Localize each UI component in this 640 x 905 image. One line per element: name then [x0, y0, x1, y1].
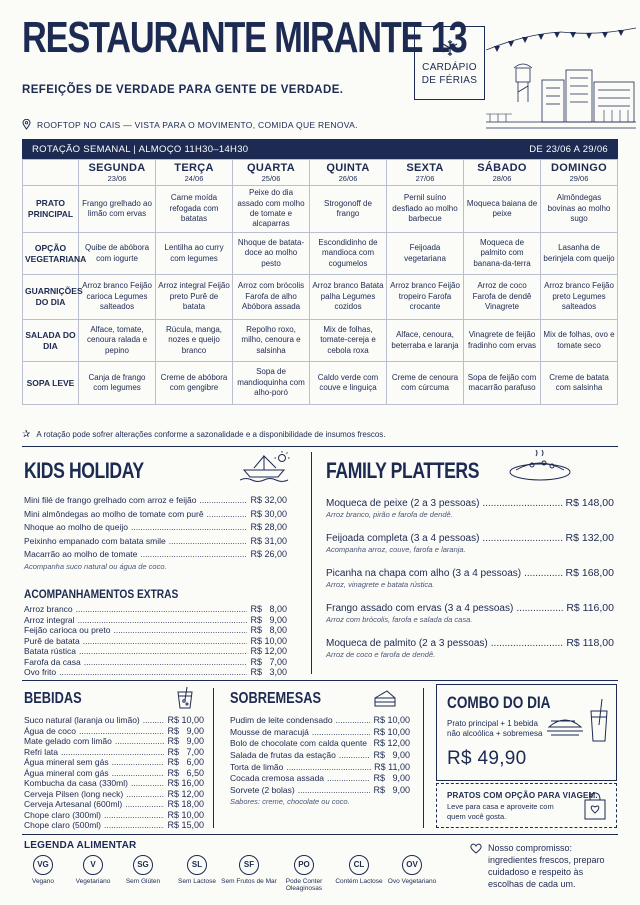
item-name: Frango assado com ervas (3 a 4 pessoas): [326, 603, 514, 614]
row-label-text: PRATO PRINCIPAL: [27, 198, 74, 220]
item-price: R$ 16,00: [167, 778, 204, 789]
dot-leader: [207, 508, 248, 521]
list-item: [24, 799, 204, 810]
dot-leader: [61, 748, 164, 758]
footnote-text: A rotação pode sofrer alterações conforme a sazonalidade e a disponibilidade de insumos frescos.: [36, 430, 386, 439]
rotation-title: ROTAÇÃO SEMANAL | ALMOÇO 11H30–14H30: [32, 143, 249, 155]
location-pin-icon: [22, 119, 31, 130]
dot-leader: [104, 811, 164, 821]
table-cell: Arroz de coco Farofa de dendê Vinagrete: [464, 275, 541, 320]
item-name: Mini filé de frango grelhado com arroz e feijão: [24, 495, 197, 505]
legend-badge-icon: SL: [187, 855, 207, 875]
day-name: QUINTA: [326, 162, 370, 174]
item-name: Picanha na chapa com alho (3 a 4 pessoas): [326, 568, 522, 579]
table-cell: Creme de cenoura com cúrcuma: [387, 362, 464, 405]
dot-leader: [169, 535, 248, 548]
dot-leader: [143, 716, 165, 726]
item-name: Salada de frutas da estação: [230, 750, 336, 761]
cake-slice-icon: [373, 688, 397, 708]
table-cell: Arroz branco Batata palha Legumes cozidos: [310, 275, 387, 320]
list-item: [326, 496, 614, 519]
dot-leader: [131, 779, 165, 789]
item-note: Arroz branco, pirão e farofa de dendê.: [326, 510, 453, 519]
day-date: 26/06: [338, 174, 358, 184]
dot-leader: [76, 605, 248, 615]
item-price: R$ 15,00: [167, 820, 204, 831]
item-price: R$ 10,00: [373, 726, 410, 737]
item-price: R$ 28,00: [250, 522, 287, 532]
item-note: Arroz com brócolis, farofa e salada da casa.: [326, 615, 473, 624]
item-name: Feijoada completa (3 a 4 pessoas): [326, 533, 480, 544]
item-name: Kombucha da casa (330ml): [24, 778, 128, 789]
item-price: R$ 7,00: [250, 656, 287, 667]
desserts-note: Sabores: creme, chocolate ou coco.: [230, 797, 350, 806]
day-name: SEGUNDA: [88, 162, 146, 174]
legend-title: LEGENDA ALIMENTAR: [24, 840, 137, 851]
day-name: QUARTA: [246, 162, 296, 174]
item-name: Pudim de leite condensado: [230, 715, 333, 725]
item-price: R$ 7,00: [167, 746, 204, 757]
tagline-text: ROOFTOP NO CAIS — VISTA PARA O MOVIMENTO, COMIDA QUE RENOVA.: [37, 119, 358, 130]
divider: [22, 446, 618, 447]
item-price: R$ 10,00: [167, 809, 204, 820]
dot-leader: [298, 785, 371, 796]
table-row: [23, 186, 618, 233]
item-name: Torta de limão: [230, 761, 284, 772]
table-cell: Frango grelhado ao limão com ervas: [79, 186, 156, 233]
dot-leader: [482, 497, 562, 511]
dot-leader: [79, 647, 247, 657]
item-name: Arroz integral: [24, 614, 75, 625]
dot-leader: [516, 602, 563, 616]
item-price: R$ 10,00: [250, 635, 287, 646]
commitment-text: Nosso compromisso: ingredientes frescos, preparo cuidadoso e respeito às escolhas de cada um.: [488, 843, 605, 890]
day-header: [541, 160, 618, 186]
table-cell: Peixe do dia assado com molho de tomate e alcaparras: [233, 186, 310, 233]
list-item: [24, 820, 204, 831]
kids-note: Acompanha suco natural ou água de coco.: [24, 562, 167, 571]
item-name: Arroz branco: [24, 604, 73, 614]
row-label-text: SALADA DO DIA: [25, 329, 76, 351]
item-note: Arroz de coco e farofa de dendê.: [326, 650, 436, 659]
row-label: [23, 320, 79, 362]
legend-badge-icon: CL: [349, 855, 369, 875]
dot-leader: [112, 758, 165, 768]
dot-leader: [336, 715, 371, 726]
list-item: [24, 625, 287, 636]
legend-badge-icon: SG: [133, 855, 153, 875]
divider: [213, 688, 214, 828]
table-cell: Vinagrete de feijão fradinho com ervas: [464, 320, 541, 362]
item-price: R$ 118,00: [566, 637, 614, 649]
item-name: Peixinho empanado com batata smile: [24, 535, 166, 546]
snowflake-icon: [441, 39, 459, 57]
legend-item: [220, 855, 278, 885]
table-cell: Pernil suíno desfiado ao molho barbecue: [387, 186, 464, 233]
takeaway-description: Leve para casa e aproveite com quem você gosta.: [447, 802, 554, 821]
item-name: Bolo de chocolate com calda quente: [230, 738, 368, 749]
item-price: R$ 30,00: [250, 508, 287, 519]
dot-leader: [524, 567, 562, 581]
row-label-text: GUARNIÇÕES DO DIA: [25, 286, 83, 308]
rotation-footnote: [22, 429, 386, 440]
legend-label: Sem Frutos de Mar: [221, 878, 277, 885]
takeaway-bag-icon: [583, 791, 607, 821]
table-row: [23, 320, 618, 362]
legend-label: Sem Lactose: [178, 878, 216, 885]
item-price: R$ 26,00: [250, 549, 287, 559]
day-header: [233, 160, 310, 186]
table-cell: Nhoque de batata-doce ao molho pesto: [233, 233, 310, 275]
list-item: [24, 667, 287, 678]
day-date: 23/06: [107, 174, 127, 184]
dot-leader: [83, 637, 248, 647]
day-name: TERÇA: [174, 162, 214, 174]
item-price: R$ 8,00: [250, 625, 287, 636]
list-item: [24, 715, 204, 726]
item-price: R$ 132,00: [565, 532, 614, 544]
item-name: Moqueca de palmito (2 a 3 pessoas): [326, 638, 488, 649]
table-cell: Carne moída refogada com batatas: [156, 186, 233, 233]
list-item: [24, 657, 287, 668]
table-row: [23, 233, 618, 275]
legend-badge-icon: OV: [402, 855, 422, 875]
list-item: [24, 736, 204, 747]
dot-leader: [115, 737, 165, 747]
item-name: Água mineral com gás: [24, 767, 109, 778]
dot-leader: [112, 769, 165, 779]
table-cell: Creme de batata com salsinha: [541, 362, 618, 405]
row-label-text: SOPA LEVE: [26, 377, 75, 388]
table-cell: Moqueca baiana de peixe: [464, 186, 541, 233]
item-price: R$ 148,00: [565, 497, 614, 509]
item-name: Mate gelado com limão: [24, 736, 112, 747]
star-icon: ✰: [22, 429, 31, 440]
item-name: Macarrão ao molho de tomate: [24, 549, 138, 559]
table-cell: Mix de folhas, tomate-cereja e cebola roxa: [310, 320, 387, 362]
divider: [311, 452, 312, 674]
list-item: [24, 646, 287, 657]
legend-badge-icon: PO: [294, 855, 314, 875]
legend-label: Sem Glúten: [125, 878, 161, 885]
dot-leader: [339, 750, 371, 761]
legend-item: [275, 855, 333, 893]
table-header-row: [23, 160, 618, 186]
table-cell: Creme de abóbora com gengibre: [156, 362, 233, 405]
list-item: [230, 750, 410, 762]
item-name: Refri lata: [24, 746, 59, 757]
table-cell: Sopa de feijão com macarrão parafuso: [464, 362, 541, 405]
day-header: [387, 160, 464, 186]
item-price: R$ 9,00: [167, 725, 204, 736]
list-item: [24, 636, 287, 647]
day-date: 28/06: [492, 174, 512, 184]
list-item: [24, 494, 287, 508]
day-date: 24/06: [184, 174, 204, 184]
list-item: [230, 738, 410, 750]
dot-leader: [126, 790, 164, 800]
dot-leader: [491, 637, 564, 651]
list-item: [24, 757, 204, 768]
day-date: 29/06: [569, 174, 589, 184]
combo-description: Prato principal + 1 bebida não alcoólica + sobremesa: [447, 719, 543, 739]
item-name: Nhoque ao molho de queijo: [24, 522, 128, 532]
item-price: R$ 3,00: [250, 667, 287, 678]
combo-box: [436, 684, 617, 781]
table-cell: Mix de folhas, ovo e tomate seco: [541, 320, 618, 362]
item-name: Mousse de maracujá: [230, 726, 309, 737]
dot-leader: [327, 773, 370, 784]
drinks-section-title: BEBIDAS: [24, 690, 82, 707]
table-cell: Rúcula, manga, nozes e queijo branco: [156, 320, 233, 362]
legend-badge-icon: SF: [239, 855, 259, 875]
dot-leader: [482, 532, 562, 546]
list-item: [24, 604, 287, 615]
item-name: Farofa da casa: [24, 656, 81, 667]
paper-boat-icon: [240, 450, 292, 484]
weekly-rotation-table: [22, 159, 618, 405]
item-price: R$ 9,00: [250, 614, 287, 625]
legend-item: [330, 855, 388, 885]
dot-leader: [113, 626, 247, 636]
weekly-rotation-header: [22, 139, 618, 159]
legend-label: Vegetariano: [75, 878, 111, 885]
dot-leader: [79, 727, 164, 737]
item-price: R$ 168,00: [565, 567, 614, 579]
list-item: [24, 521, 287, 535]
dot-leader: [84, 658, 248, 668]
dot-leader: [199, 494, 247, 507]
item-price: R$ 6,50: [167, 767, 204, 778]
day-header: [79, 160, 156, 186]
item-name: Suco natural (laranja ou limão): [24, 715, 140, 725]
legend-item: [114, 855, 172, 885]
item-price: R$ 116,00: [566, 602, 614, 614]
day-header: [156, 160, 233, 186]
list-item: [24, 508, 287, 522]
dot-leader: [78, 616, 248, 626]
rotation-date-range: DE 23/06 A 29/06: [529, 143, 608, 155]
combo-meal-icon: [545, 697, 611, 743]
item-price: R$ 9,00: [373, 750, 410, 761]
list-item: [326, 601, 614, 624]
item-note: Acompanha arroz, couve, farofa e laranja.: [326, 545, 466, 554]
table-cell: Arroz integral Feijão preto Purê de batata: [156, 275, 233, 320]
family-menu-list: [326, 496, 614, 671]
takeaway-box: [436, 783, 617, 828]
list-item: [24, 789, 204, 800]
list-item: [230, 785, 410, 797]
page-title: RESTAURANTE MIRANTE 13: [22, 13, 467, 62]
page-subtitle: REFEIÇÕES DE VERDADE PARA GENTE DE VERDADE.: [22, 84, 344, 96]
item-name: Batata rústica: [24, 646, 76, 657]
list-item: [24, 810, 204, 821]
list-item: [230, 727, 410, 739]
sides-list: [24, 604, 287, 678]
table-cell: Caldo verde com couve e linguiça: [310, 362, 387, 405]
legend-label: Vegano: [31, 878, 55, 885]
family-section-title: FAMILY PLATTERS: [326, 458, 480, 483]
list-item: [230, 773, 410, 785]
heart-icon: [470, 843, 482, 854]
list-item: [326, 531, 614, 554]
item-name: Mini almôndegas ao molho de tomate com purê: [24, 508, 204, 519]
item-price: R$ 18,00: [167, 799, 204, 810]
item-price: R$ 31,00: [250, 535, 287, 546]
row-label: [23, 186, 79, 233]
dot-leader: [131, 521, 248, 534]
desserts-list: [230, 715, 410, 797]
legend-badge-icon: V: [83, 855, 103, 875]
item-price: R$ 9,00: [373, 773, 410, 784]
table-cell: Lasanha de berinjela com queijo: [541, 233, 618, 275]
item-name: Chope claro (500ml): [24, 820, 102, 831]
table-row: [23, 275, 618, 320]
day-date: 25/06: [261, 174, 281, 184]
legend-item: [168, 855, 226, 885]
dot-leader: [140, 548, 247, 561]
drinks-list: [24, 715, 204, 831]
divider: [22, 834, 618, 835]
legend-label: Contém Lactose: [335, 878, 383, 885]
item-name: Cocada cremosa assada: [230, 773, 325, 784]
item-price: R$ 6,00: [167, 757, 204, 768]
day-header: [310, 160, 387, 186]
item-name: Cerveja Pilsen (long neck): [24, 788, 124, 799]
holiday-menu-badge: [414, 26, 485, 100]
table-cell: Arroz com brócolis Farofa de alho Abóbora assada: [233, 275, 310, 320]
table-cell: Escondidinho de mandioca com cogumelos: [310, 233, 387, 275]
list-item: [230, 762, 410, 774]
item-price: R$ 12,00: [250, 646, 287, 657]
item-price: R$ 9,00: [167, 736, 204, 747]
list-item: [24, 768, 204, 779]
combo-price: R$ 49,90: [447, 748, 527, 769]
item-name: Ovo frito: [24, 667, 57, 678]
row-label: [23, 275, 83, 320]
table-cell: Sopa de mandioquinha com alho-poró: [233, 362, 310, 405]
row-label-text: OPÇÃO VEGETARIANA: [25, 242, 87, 264]
item-price: R$ 8,00: [250, 604, 287, 614]
item-name: Água de coco: [24, 725, 76, 736]
rooftop-skyline-illustration: [486, 22, 636, 134]
item-name: Feijão carioca ou preto: [24, 625, 111, 636]
table-cell: Almôndegas bovinas ao molho sugo: [541, 186, 618, 233]
dot-leader: [104, 821, 164, 831]
table-cell: Feijoada vegetariana: [387, 233, 464, 275]
day-name: SEXTA: [406, 162, 444, 174]
dot-leader: [286, 762, 371, 773]
badge-line1: CARDÁPIO: [422, 62, 477, 73]
item-name: Água mineral sem gás: [24, 757, 109, 768]
day-name: DOMINGO: [551, 162, 607, 174]
sides-title: ACOMPANHAMENTOS EXTRAS: [24, 587, 179, 601]
table-cell: Arroz branco Feijão carioca Legumes salteados: [79, 275, 156, 320]
row-label: [23, 233, 87, 275]
item-price: R$ 11,00: [374, 761, 410, 772]
day-name: SÁBADO: [477, 162, 527, 174]
tagline-row: [22, 119, 358, 130]
table-corner-cell: [23, 160, 79, 186]
kids-section-title: KIDS HOLIDAY: [24, 458, 144, 483]
legend-label: Ovo Vegetariano: [387, 878, 437, 885]
dot-leader: [312, 727, 371, 738]
list-item: [326, 566, 614, 589]
item-name: Purê de batata: [24, 635, 80, 646]
list-item: [24, 747, 204, 758]
table-cell: Lentilha ao curry com legumes: [156, 233, 233, 275]
item-name: Chope claro (300ml): [24, 809, 102, 820]
item-price: R$ 10,00: [167, 715, 204, 725]
table-row: [23, 362, 618, 405]
list-item: [230, 715, 410, 727]
item-price: R$ 32,00: [250, 495, 287, 505]
day-header: [464, 160, 541, 186]
table-cell: Quibe de abóbora com iogurte: [79, 233, 156, 275]
row-label: [23, 362, 79, 405]
drink-glass-icon: [176, 686, 194, 710]
table-cell: Alface, tomate, cenoura ralada e pepino: [79, 320, 156, 362]
legend-label: Pode Conter Oleaginosas: [285, 878, 323, 893]
item-price: R$ 12,00: [373, 738, 410, 749]
table-cell: Arroz branco Feijão tropeiro Farofa crocante: [387, 275, 464, 320]
list-item: [24, 548, 287, 562]
table-cell: Arroz branco Feijão preto Legumes salteados: [541, 275, 618, 320]
table-cell: Canja de frango com legumes: [79, 362, 156, 405]
list-item: [24, 535, 287, 549]
legend-badge-icon: VG: [33, 855, 53, 875]
table-cell: Moqueca de palmito com banana-da-terra: [464, 233, 541, 275]
list-item: [24, 778, 204, 789]
item-price: R$ 10,00: [373, 715, 410, 725]
takeaway-title: PRATOS COM OPÇÃO PARA VIAGEM.: [447, 791, 598, 800]
kids-menu-list: [24, 494, 287, 562]
item-note: Arroz, vinagrete e batata rústica.: [326, 580, 435, 589]
table-cell: Alface, cenoura, beterraba e laranja: [387, 320, 464, 362]
combo-title: COMBO DO DIA: [447, 693, 551, 712]
divider: [22, 680, 618, 681]
platter-icon: [506, 450, 574, 484]
item-name: Cerveja Artesanal (600ml): [24, 799, 123, 810]
item-name: Sorvete (2 bolas): [230, 785, 295, 796]
list-item: [24, 726, 204, 737]
table-cell: Strogonoff de frango: [310, 186, 387, 233]
day-date: 27/06: [415, 174, 435, 184]
badge-line2: DE FÉRIAS: [421, 74, 478, 86]
dot-leader: [125, 800, 164, 810]
dot-leader: [59, 668, 247, 678]
divider: [423, 688, 424, 828]
item-price: R$ 12,00: [167, 788, 204, 799]
desserts-section-title: SOBREMESAS: [230, 690, 322, 707]
item-name: Moqueca de peixe (2 a 3 pessoas): [326, 498, 480, 509]
table-cell: Repolho roxo, milho, cenoura e salsinha: [233, 320, 310, 362]
item-price: R$ 9,00: [373, 785, 410, 796]
list-item: [24, 615, 287, 626]
legend-item: [383, 855, 441, 885]
list-item: [326, 636, 614, 659]
